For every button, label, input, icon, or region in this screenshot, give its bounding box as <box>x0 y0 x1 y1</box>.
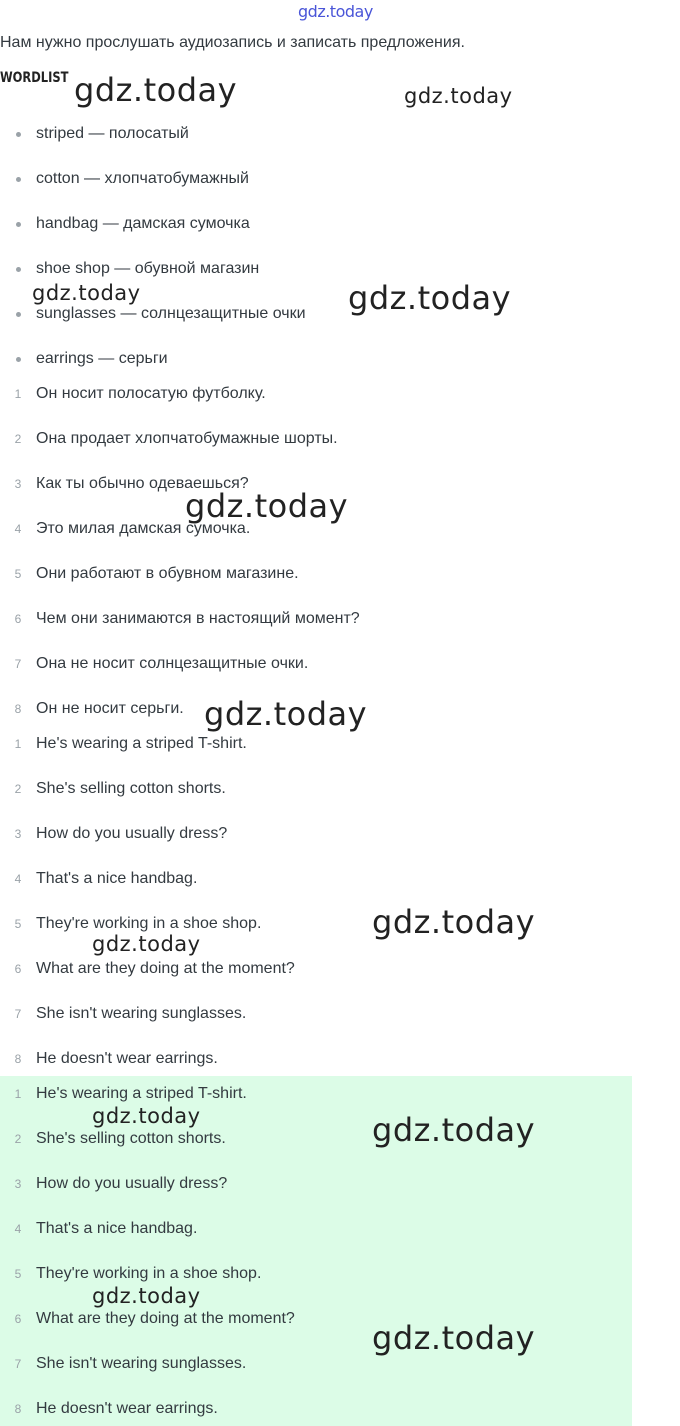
list-number: 3 <box>14 1177 22 1191</box>
answer-highlight-block <box>0 1076 632 1426</box>
watermark: gdz.today <box>92 1104 201 1128</box>
sentence-text: Чем они занимаются в настоящий момент? <box>36 610 360 627</box>
watermark: gdz.today <box>372 1111 536 1149</box>
sentence-text: He doesn't wear earrings. <box>36 1050 218 1067</box>
wordlist-item-text: sunglasses — солнцезащитные очки <box>36 305 306 322</box>
list-number: 7 <box>14 1007 22 1021</box>
list-number: 8 <box>14 702 22 716</box>
list-number: 8 <box>14 1052 22 1066</box>
intro-text: Нам нужно прослушать аудиозапись и записать предложения. <box>0 34 465 51</box>
sentence-text: How do you usually dress? <box>36 1175 228 1192</box>
sentence-text: What are they doing at the moment? <box>36 960 295 977</box>
list-number: 8 <box>14 1402 22 1416</box>
sentence-text: They're working in a shoe shop. <box>36 915 262 932</box>
sentence-text: Он носит полосатую футболку. <box>36 385 266 402</box>
list-number: 5 <box>14 567 22 581</box>
sentence-text: She's selling cotton shorts. <box>36 780 226 797</box>
list-number: 6 <box>14 1312 22 1326</box>
wordlist-item-text: earrings — серьги <box>36 350 168 367</box>
list-number: 7 <box>14 657 22 671</box>
watermark: gdz.today <box>372 903 536 941</box>
watermark: gdz.today <box>372 1319 536 1357</box>
list-number: 4 <box>14 522 22 536</box>
bullet-icon <box>16 312 21 317</box>
list-number: 7 <box>14 1357 22 1371</box>
watermark: gdz.today <box>404 84 513 108</box>
watermark: gdz.today <box>32 281 141 305</box>
list-number: 3 <box>14 477 22 491</box>
bullet-icon <box>16 222 21 227</box>
list-number: 2 <box>14 782 22 796</box>
bullet-icon <box>16 267 21 272</box>
list-number: 1 <box>14 737 22 751</box>
watermark: gdz.today <box>92 932 201 956</box>
list-number: 6 <box>14 612 22 626</box>
list-number: 5 <box>14 1267 22 1281</box>
list-number: 1 <box>14 1087 22 1101</box>
watermark: gdz.today <box>185 487 349 525</box>
watermark: gdz.today <box>92 1284 201 1308</box>
watermark: gdz.today <box>204 695 368 733</box>
sentence-text: He doesn't wear earrings. <box>36 1400 218 1417</box>
watermark: gdz.today <box>74 71 238 109</box>
sentence-text: Она не носит солнцезащитные очки. <box>36 655 309 672</box>
watermark: gdz.today <box>348 279 512 317</box>
wordlist-item-text: shoe shop — обувной магазин <box>36 260 260 277</box>
wordlist-item-text: striped — полосатый <box>36 125 189 142</box>
wordlist-heading: WORDLIST <box>0 70 69 86</box>
sentence-text: That's a nice handbag. <box>36 870 198 887</box>
sentence-text: He's wearing a striped T-shirt. <box>36 1085 247 1102</box>
sentence-text: That's a nice handbag. <box>36 1220 198 1237</box>
site-logo-text[interactable]: gdz.today <box>298 2 373 21</box>
list-number: 4 <box>14 1222 22 1236</box>
sentence-text: How do you usually dress? <box>36 825 228 842</box>
list-number: 2 <box>14 1132 22 1146</box>
sentence-text: She's selling cotton shorts. <box>36 1130 226 1147</box>
sentence-text: They're working in a shoe shop. <box>36 1265 262 1282</box>
sentence-text: Как ты обычно одеваешься? <box>36 475 249 492</box>
list-number: 6 <box>14 962 22 976</box>
sentence-text: Он не носит серьги. <box>36 700 184 717</box>
list-number: 3 <box>14 827 22 841</box>
list-number: 2 <box>14 432 22 446</box>
sentence-text: Это милая дамская сумочка. <box>36 520 251 537</box>
list-number: 4 <box>14 872 22 886</box>
bullet-icon <box>16 177 21 182</box>
sentence-text: She isn't wearing sunglasses. <box>36 1005 247 1022</box>
bullet-icon <box>16 357 21 362</box>
list-number: 5 <box>14 917 22 931</box>
sentence-text: What are they doing at the moment? <box>36 1310 295 1327</box>
sentence-text: Она продает хлопчатобумажные шорты. <box>36 430 338 447</box>
wordlist-item-text: handbag — дамская сумочка <box>36 215 250 232</box>
wordlist-item-text: cotton — хлопчатобумажный <box>36 170 249 187</box>
sentence-text: He's wearing a striped T-shirt. <box>36 735 247 752</box>
sentence-text: She isn't wearing sunglasses. <box>36 1355 247 1372</box>
list-number: 1 <box>14 387 22 401</box>
sentence-text: Они работают в обувном магазине. <box>36 565 299 582</box>
bullet-icon <box>16 132 21 137</box>
